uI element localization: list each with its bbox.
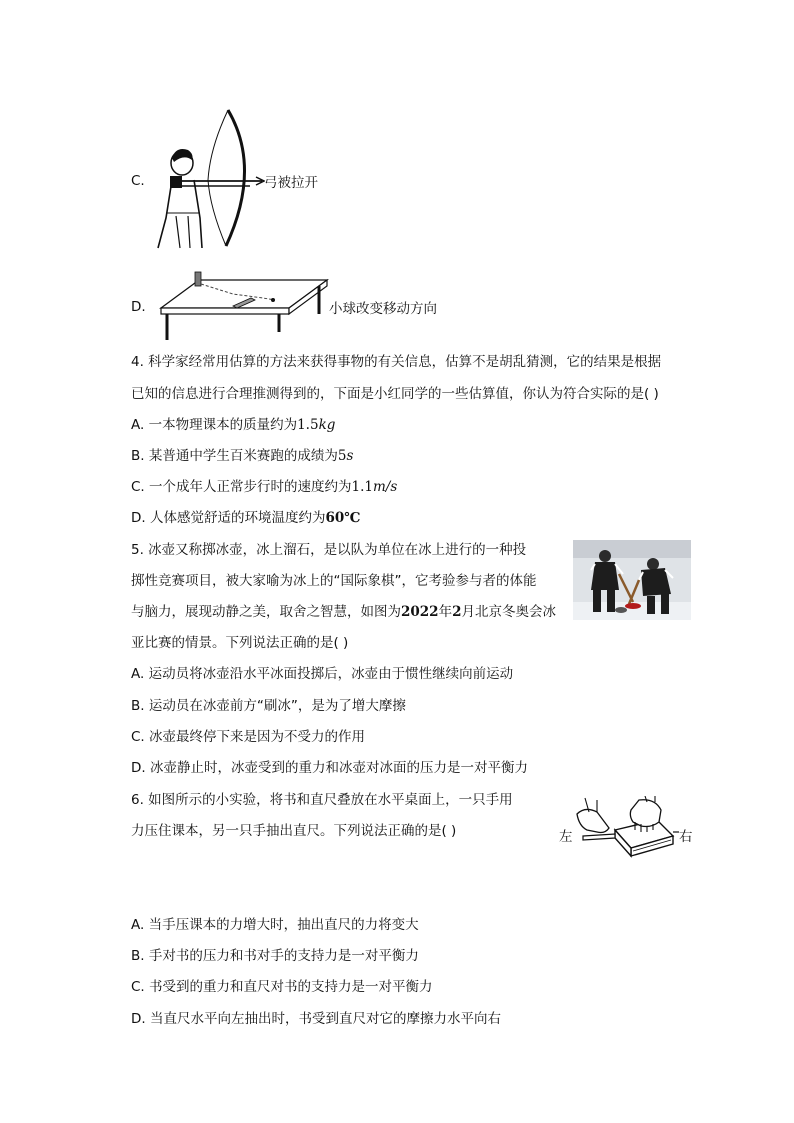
q4-option-c-text: C. 一个成年人正常步行时的速度约为 — [131, 479, 352, 495]
q6-option-d: D. 当直尺水平向左抽出时，书受到直尺对它的摩擦力水平向右 — [131, 1011, 501, 1027]
q4-stem-line-1: 4. 科学家经常用估算的方法来获得事物的有关信息，估算不是胡乱猜测，它的结果是根据 — [131, 354, 662, 370]
q4-option-b-text: B. 某普通中学生百米赛跑的成绩为 — [131, 448, 338, 464]
q5-month: 2 — [452, 604, 462, 620]
book-ruler-drawing — [575, 796, 680, 862]
q5-option-c: C. 冰壶最终停下来是因为不受力的作用 — [131, 729, 366, 745]
q6-fig-right-label: 右 — [679, 829, 693, 845]
q3-option-d-caption: 小球改变移动方向 — [329, 301, 437, 317]
q6-option-b: B. 手对书的压力和书对手的支持力是一对平衡力 — [131, 948, 419, 964]
q5-stem-line-4: 亚比赛的情景。下列说法正确的是( ) — [131, 635, 349, 651]
q4-option-d-text: D. 人体感觉舒适的环境温度约为 — [131, 510, 326, 526]
q6-option-c: C. 书受到的重力和直尺对书的支持力是一对平衡力 — [131, 979, 433, 995]
q3-option-c-caption: 弓被拉开 — [264, 175, 318, 191]
table-ball-drawing — [155, 268, 333, 342]
q5-stem-line-2: 掷性竞赛项目，被大家喻为冰上的“国际象棋”，它考验参与者的体能 — [131, 573, 537, 589]
q4-option-b — [131, 446, 353, 466]
q5-option-b: B. 运动员在冰壶前方“刷冰”，是为了增大摩擦 — [131, 698, 406, 714]
q4-stem-line-2: 已知的信息进行合理推测得到的，下面是小红同学的一些估算值，你认为符合实际的是( ) — [131, 386, 659, 402]
q5-stem-line-3 — [131, 602, 556, 622]
q4-option-a-unit: kg — [318, 417, 336, 433]
q4-option-c-number: 1.1 — [351, 479, 373, 495]
q4-option-a-number: 1.5 — [297, 417, 319, 433]
q4-option-d — [131, 508, 360, 528]
q4-option-d-value: 60℃ — [325, 510, 361, 526]
q5-stem-line-1: 5. 冰壶又称掷冰壶，冰上溜石，是以队为单位在冰上进行的一种投 — [131, 542, 527, 558]
q5-stem-line-3-text: 与脑力，展现动静之美，取舍之智慧，如图为 — [131, 604, 401, 620]
q5-year: 2022 — [401, 604, 439, 620]
q4-option-a — [131, 415, 335, 435]
q3-option-d-letter: D. — [131, 299, 146, 315]
q4-option-a-text: A. 一本物理课本的质量约为 — [131, 417, 298, 433]
q5-option-a: A. 运动员将冰壶沿水平冰面投掷后，冰壶由于惯性继续向前运动 — [131, 666, 514, 682]
q4-option-b-unit: s — [346, 448, 354, 464]
q5-year-suffix: 年 — [438, 604, 453, 620]
q3-option-c-letter: C. — [131, 173, 145, 189]
q6-option-a: A. 当手压课本的力增大时，抽出直尺的力将变大 — [131, 917, 419, 933]
q4-option-c — [131, 477, 397, 497]
q5-option-d: D. 冰壶静止时，冰壶受到的重力和冰壶对冰面的压力是一对平衡力 — [131, 760, 528, 776]
q4-option-b-number: 5 — [337, 448, 347, 464]
q4-option-c-unit: m/s — [373, 479, 398, 495]
curling-photo — [573, 540, 691, 620]
q6-fig-left-label: 左 — [559, 829, 573, 845]
archer-drawing — [150, 108, 265, 250]
q6-stem-line-2: 力压住课本，另一只手抽出直尺。下列说法正确的是( ) — [131, 823, 457, 839]
q6-stem-line-1: 6. 如图所示的小实验，将书和直尺叠放在水平桌面上，一只手用 — [131, 792, 513, 808]
q5-stem-line-3-end: 月北京冬奥会冰 — [461, 604, 556, 620]
